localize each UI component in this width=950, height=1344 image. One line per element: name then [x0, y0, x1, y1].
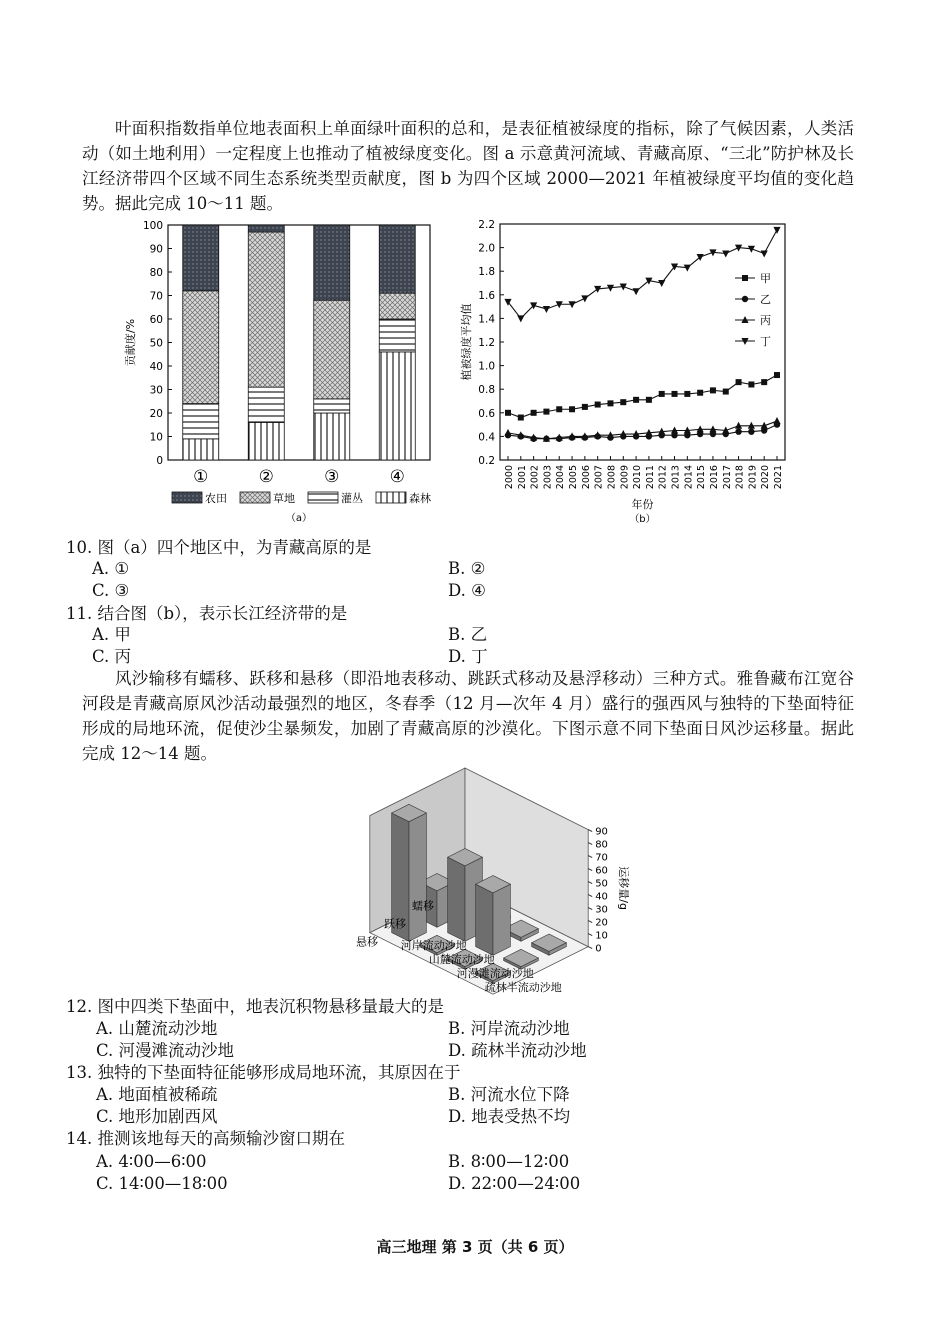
- figB-xlabel: 年份: [631, 498, 654, 511]
- figA-bar-segment-灌丛: [183, 404, 219, 439]
- figB-point-乙: [735, 428, 741, 434]
- figA-category-label: ③: [324, 467, 340, 487]
- figB-xtick-label: 2004: [555, 465, 567, 490]
- question-10-option-d[interactable]: D. ④: [448, 581, 486, 600]
- figure-b-line-chart: [455, 212, 800, 532]
- fig3-ztick: [588, 869, 592, 871]
- figB-point-甲: [595, 402, 601, 408]
- figB-point-丁: [773, 227, 780, 234]
- figA-bar-segment-灌丛: [379, 319, 415, 352]
- fig3-ztick: [588, 882, 592, 884]
- figA-category-label: ②: [258, 467, 274, 487]
- question-12-option-b[interactable]: B. 河岸流动沙地: [448, 1019, 570, 1038]
- fig3-bar-跃移-河漫滩流动沙地-side: [493, 884, 510, 955]
- fig3-ztick: [588, 830, 592, 832]
- figB-ytick-label: 0.8: [478, 384, 495, 397]
- figA-ytick-label: 70: [149, 290, 163, 303]
- fig3-ztick: [588, 934, 592, 936]
- figB-point-甲: [672, 391, 678, 397]
- figB-xtick-label: 2019: [747, 465, 759, 490]
- figure-3d-bar-chart: [300, 755, 630, 995]
- figB-xtick-label: 2002: [529, 465, 541, 490]
- fig3-bar-跃移-山麓流动沙地-front: [448, 857, 465, 941]
- figB-legend-label: 丁: [760, 335, 771, 348]
- fig3-ztick-label: 80: [595, 839, 608, 851]
- fig3-ztick-label: 40: [595, 891, 608, 903]
- figB-xtick-label: 2003: [542, 465, 554, 490]
- figB-caption: （b）: [629, 514, 656, 525]
- figB-xtick-label: 2001: [516, 465, 528, 490]
- figB-xtick-label: 2012: [657, 465, 669, 490]
- fig3-surface-label: 疏林半流动沙地: [484, 981, 562, 995]
- fig3-mode-label: 悬移: [356, 935, 378, 949]
- question-14-stem: 14. 推测该地每天的高频输沙窗口期在: [66, 1129, 345, 1148]
- figB-xtick-label: 2009: [619, 465, 631, 490]
- figB-xtick-label: 2006: [580, 465, 592, 490]
- question-12-option-c[interactable]: C. 河漫滩流动沙地: [96, 1041, 235, 1060]
- figB-ytick-label: 1.0: [478, 360, 495, 373]
- fig3-ztick: [588, 947, 592, 949]
- question-11-stem: 11. 结合图（b），表示长江经济带的是: [66, 604, 348, 623]
- figB-xtick-label: 2015: [696, 465, 708, 490]
- figB-point-甲: [736, 379, 742, 385]
- figB-xtick-label: 2017: [721, 465, 733, 490]
- figA-ytick-label: 0: [156, 455, 163, 467]
- figB-point-甲: [723, 389, 729, 395]
- fig3-bar-跃移-河漫滩流动沙地-front: [476, 884, 493, 955]
- fig3-ztick-label: 0: [595, 943, 602, 955]
- question-10-option-a[interactable]: A. ①: [92, 559, 130, 578]
- figB-xtick-label: 2014: [683, 465, 695, 490]
- fig3-ztick-label: 20: [595, 917, 608, 929]
- fig3-ztick-label: 60: [595, 865, 608, 877]
- fig3-ztick: [588, 843, 592, 845]
- figA-legend-swatch: [308, 492, 338, 503]
- figB-point-丁: [761, 251, 768, 258]
- fig3-ztick-label: 30: [595, 904, 608, 916]
- fig3-ztick-label: 50: [595, 878, 608, 890]
- figB-point-丁: [632, 288, 639, 295]
- question-13-option-b[interactable]: B. 河流水位下降: [448, 1085, 570, 1104]
- fig3-mode-label: 跃移: [384, 917, 406, 931]
- figA-bar-segment-灌丛: [248, 387, 284, 422]
- figB-point-甲: [761, 379, 767, 385]
- figB-point-甲: [505, 410, 511, 416]
- question-14-option-a[interactable]: A. 4∶00—6∶00: [96, 1152, 207, 1171]
- figA-bar-segment-灌丛: [314, 399, 350, 413]
- figA-bar-segment-草地: [379, 293, 415, 319]
- intro-paragraph-2: 风沙输移有蠕移、跃移和悬移（即沿地表移动、跳跃式移动及悬浮移动）三种方式。雅鲁藏布江宽谷河段是青藏高原风沙活动最强烈的地区，冬春季（12 月—次年 4 月）盛行的强西风与独特的下垫面特征形成的局地环流，促使沙尘暴频发，加剧了青藏高原的沙漠化。下图示意不同下垫面日风沙运移量。据此完成 12～14 题。: [82, 669, 854, 763]
- fig3-ztick-label: 90: [595, 826, 608, 838]
- figB-point-甲: [556, 406, 562, 412]
- fig3-surface-label: 河岸流动沙地: [400, 939, 467, 953]
- figA-ytick-label: 10: [149, 431, 163, 444]
- question-14-option-b[interactable]: B. 8∶00—12∶00: [448, 1152, 570, 1171]
- figB-ytick-label: 2.0: [478, 242, 495, 255]
- question-11-option-d[interactable]: D. 丁: [448, 647, 488, 666]
- figB-xtick-label: 2000: [504, 465, 515, 490]
- question-13-option-c[interactable]: C. 地形加剧西风: [96, 1107, 218, 1126]
- figA-ylabel: 贡献度/%: [124, 318, 137, 367]
- figA-bar-segment-农田: [314, 225, 350, 300]
- question-14-option-d[interactable]: D. 22∶00—24∶00: [448, 1174, 581, 1193]
- figA-legend-swatch: [240, 492, 270, 503]
- figA-bar-segment-草地: [248, 232, 284, 387]
- intro-paragraph-1: 叶面积指数指单位地表面积上单面绿叶面积的总和，是表征植被绿度的指标，除了气候因素，人类活动（如土地利用）一定程度上也推动了植被绿度变化。图 a 示意黄河流域、青藏高原、“三北”防护林及长江经济带四个区域不同生态系统类型贡献度，图 b 为四个区域 2000—2021 年植被绿度平均值的变化趋势。据此完成 10～11 题。: [82, 119, 854, 213]
- figA-ytick-label: 60: [149, 314, 163, 326]
- figB-xtick-label: 2011: [644, 465, 656, 490]
- figA-bar-segment-森林: [248, 422, 284, 460]
- fig3-ztick: [588, 908, 592, 910]
- fig3-zlabel: 运移量/g: [617, 866, 630, 910]
- question-13-stem: 13. 独特的下垫面特征能够形成局地环流，其原因在于: [66, 1063, 461, 1082]
- figA-category-label: ④: [389, 467, 405, 487]
- question-14-option-c[interactable]: C. 14∶00—18∶00: [96, 1174, 228, 1193]
- figB-point-丁: [684, 265, 691, 272]
- figB-point-乙: [748, 428, 754, 434]
- question-10-option-b[interactable]: B. ②: [448, 559, 486, 578]
- figB-point-丁: [722, 251, 729, 258]
- figB-point-甲: [543, 409, 549, 415]
- figB-xtick-label: 2021: [773, 465, 784, 490]
- figB-point-甲: [582, 404, 588, 410]
- figB-point-丁: [658, 280, 665, 287]
- question-13-option-d[interactable]: D. 地表受热不均: [448, 1107, 571, 1126]
- figA-ytick-label: 80: [149, 267, 163, 279]
- figB-legend-marker: [742, 296, 748, 302]
- figA-bar-segment-农田: [379, 225, 415, 293]
- figB-xtick-label: 2016: [708, 465, 720, 490]
- figB-ytick-label: 2.2: [478, 219, 495, 231]
- figB-point-丙: [773, 417, 780, 424]
- figB-point-甲: [531, 410, 537, 416]
- question-11-option-b[interactable]: B. 乙: [448, 625, 488, 644]
- figB-xtick-label: 2008: [606, 465, 618, 490]
- figB-xtick-label: 2018: [734, 465, 746, 490]
- figA-bar-segment-森林: [183, 439, 219, 460]
- figB-legend-label: 乙: [760, 293, 771, 306]
- figB-legend-marker: [742, 275, 748, 281]
- figB-legend-label: 甲: [760, 272, 771, 285]
- figA-caption: （a）: [285, 513, 313, 524]
- figA-bar-segment-森林: [379, 352, 415, 460]
- figB-xtick-label: 2020: [760, 465, 772, 490]
- figA-ytick-label: 90: [149, 243, 163, 256]
- figB-point-甲: [774, 372, 780, 378]
- fig3-bar-悬移-河岸流动沙地-side: [409, 813, 426, 941]
- fig3-ztick-label: 10: [595, 930, 608, 942]
- figA-ytick-label: 40: [149, 361, 163, 373]
- figB-series-line-丁: [508, 230, 777, 319]
- figB-ytick-label: 1.8: [478, 266, 495, 279]
- figB-point-甲: [607, 400, 613, 406]
- fig3-surface-label: 山麓流动沙地: [428, 953, 495, 967]
- figB-point-甲: [710, 387, 716, 393]
- figA-legend-label: 农田: [205, 492, 227, 505]
- figA-category-label: ①: [193, 467, 209, 487]
- figure-a-stacked-bar-chart: [120, 215, 450, 530]
- figB-point-丁: [581, 295, 588, 302]
- question-12-stem: 12. 图中四类下垫面中，地表沉积物悬移量最大的是: [66, 997, 444, 1016]
- figA-ytick-label: 100: [142, 220, 163, 232]
- figB-xtick-label: 2010: [632, 465, 644, 490]
- figB-point-甲: [569, 406, 575, 412]
- figB-point-丁: [517, 315, 524, 322]
- fig3-ztick: [588, 921, 592, 923]
- figB-ylabel: 植被绿度平均值: [460, 303, 473, 381]
- fig3-ztick: [588, 856, 592, 858]
- figA-bar-segment-森林: [314, 413, 350, 460]
- question-11-option-c[interactable]: C. 丙: [92, 647, 132, 666]
- figA-bar-segment-农田: [248, 225, 284, 232]
- fig3-mode-label: 蠕移: [412, 899, 434, 913]
- figB-point-甲: [697, 390, 703, 396]
- question-11-option-a[interactable]: A. 甲: [92, 625, 131, 644]
- question-10-stem: 10. 图（a）四个地区中，为青藏高原的是: [66, 538, 372, 557]
- figB-point-甲: [659, 391, 665, 397]
- figA-bar-segment-农田: [183, 225, 219, 291]
- question-12-option-a[interactable]: A. 山麓流动沙地: [96, 1019, 218, 1038]
- figA-ytick-label: 50: [149, 337, 163, 350]
- figA-ytick-label: 30: [149, 384, 163, 397]
- figB-point-丙: [504, 429, 511, 436]
- figB-point-甲: [620, 399, 626, 405]
- figB-ytick-label: 1.2: [478, 337, 495, 349]
- fig3-ztick-label: 70: [595, 852, 608, 864]
- figB-ytick-label: 0.6: [478, 407, 495, 420]
- figB-point-甲: [633, 397, 639, 403]
- figA-ytick-label: 20: [149, 408, 163, 420]
- figB-xtick-label: 2005: [568, 465, 580, 490]
- figB-point-甲: [518, 415, 524, 421]
- figA-legend-swatch: [172, 492, 202, 503]
- figB-ytick-label: 0.2: [478, 455, 495, 467]
- figA-legend-label: 草地: [273, 492, 295, 505]
- figB-xtick-label: 2013: [670, 465, 682, 490]
- question-12-option-d[interactable]: D. 疏林半流动沙地: [448, 1041, 587, 1060]
- figB-ytick-label: 0.4: [478, 431, 495, 444]
- fig3-ztick: [588, 895, 592, 897]
- figA-bar-segment-草地: [314, 300, 350, 399]
- figB-legend-label: 丙: [760, 314, 771, 327]
- figA-legend-swatch: [376, 492, 406, 503]
- figB-point-丁: [543, 306, 550, 313]
- figB-point-丁: [697, 254, 704, 261]
- figA-bar-segment-草地: [183, 291, 219, 404]
- fig3-surface-label: 河漫滩流动沙地: [456, 967, 534, 981]
- figB-point-甲: [646, 397, 652, 403]
- figB-point-甲: [684, 391, 690, 397]
- question-10-option-c[interactable]: C. ③: [92, 581, 130, 600]
- figB-plot-frame: [500, 224, 785, 460]
- figB-xtick-label: 2007: [593, 465, 605, 490]
- figA-legend-label: 森林: [409, 492, 431, 505]
- page-footer: 高三地理 第 3 页（共 6 页）: [376, 1238, 574, 1256]
- figB-point-丁: [594, 286, 601, 293]
- question-13-option-a[interactable]: A. 地面植被稀疏: [96, 1085, 218, 1104]
- figB-ytick-label: 1.6: [478, 289, 495, 302]
- figB-ytick-label: 1.4: [478, 313, 495, 326]
- figA-legend-label: 灌丛: [341, 492, 363, 505]
- figB-point-甲: [748, 381, 754, 387]
